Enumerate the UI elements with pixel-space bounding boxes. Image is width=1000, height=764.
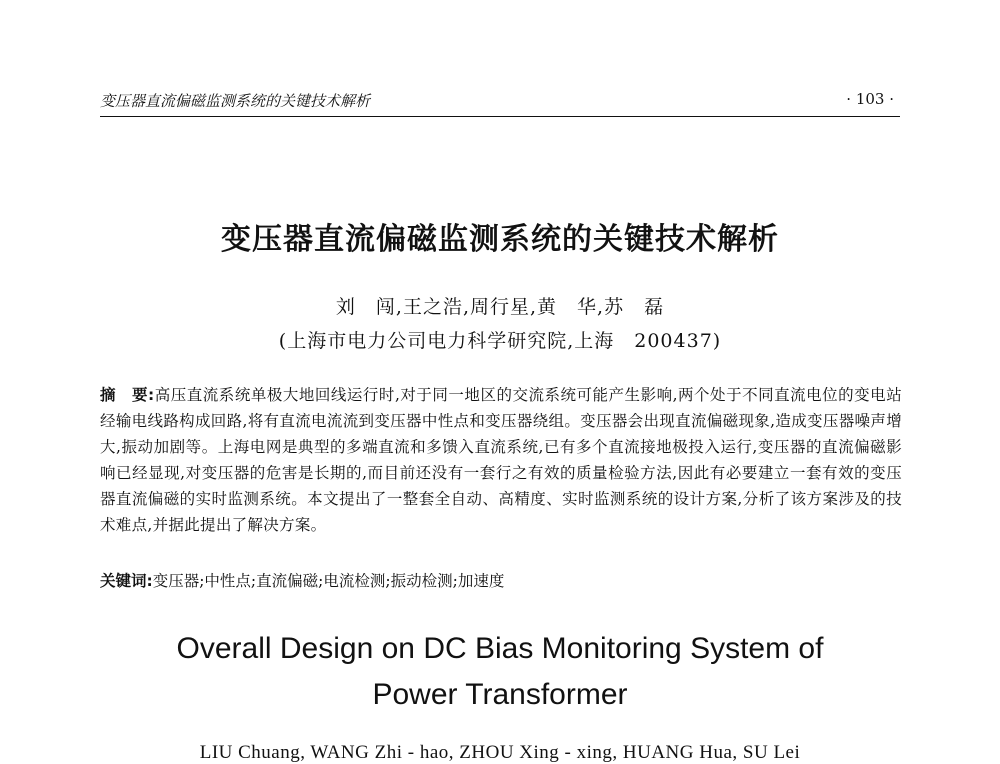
keywords-label: 关键词: [100,572,153,590]
abstract-text: 高压直流系统单极大地回线运行时,对于同一地区的交流系统可能产生影响,两个处于不同直流电位的变电站经输电线路构成回路,将有直流电流流到变压器中性点和变压器绕组。变压器会出现直流偏磁现象,造成变压器噪声增大,振动加剧等。上海电网是典型的多端直流和多馈入直流系统,已有多个直流接地极投入运行,变压器的直流偏磁影响已经显现,对变压器的危害是长期的,而目前还没有一套行之有效的质量检验方法,因此有必要建立一套有效的变压器直流偏磁的实时监测系统。本文提出了一整套全自动、高精度、实时监测系统的设计方案,分析了该方案涉及的技术难点,并据此提出了解决方案。 [100,386,902,534]
authors-cn: 刘 闯,王之浩,周行星,黄 华,苏 磊 [335,296,665,318]
keywords-text: 变压器;中性点;直流偏磁;电流检测;振动检测;加速度 [152,572,505,590]
paper-title-en-line1: Overall Design on DC Bias Monitoring System of [176,632,824,665]
abstract-label: 摘 要: [100,386,155,404]
affiliation-cn: (上海市电力公司电力科学研究院,上海 200437) [278,330,722,352]
authors-en: LIU Chuang, WANG Zhi - hao, ZHOU Xing - xing, HUANG Hua, SU Lei [199,742,801,763]
page-number: · 103 · [846,90,894,108]
running-title: 变压器直流偏磁监测系统的关键技术解析 [100,92,371,110]
running-head [100,86,900,116]
paper-title-en-line2: Power Transformer [372,678,628,711]
keywords [100,568,902,594]
header-rule [100,116,900,117]
paper-title-cn: 变压器直流偏磁监测系统的关键技术解析 [221,222,779,257]
paper-title-en [0,626,1000,718]
abstract [100,382,902,538]
